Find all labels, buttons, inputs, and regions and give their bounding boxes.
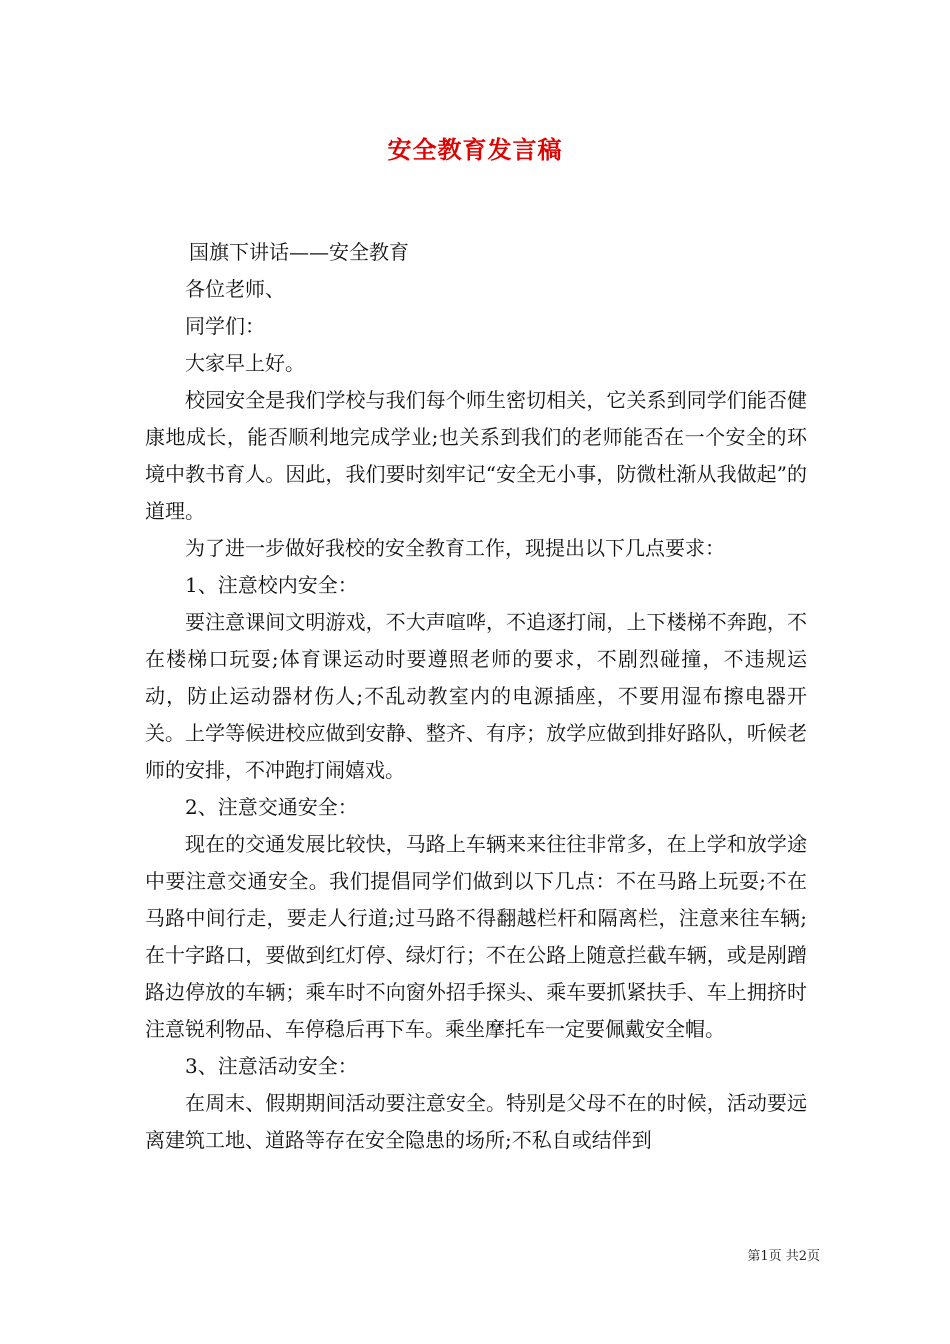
- page-number: 第1页 共2页: [747, 1249, 820, 1264]
- greeting-line: 各位老师、: [185, 277, 285, 301]
- document-title: 安全教育发言稿: [387, 136, 563, 164]
- paragraph: 现在的交通发展比较快，马路上车辆来来往往非常多，在上学和放学途中要注意交通安全。我们提倡同学们做到以下几点：不在马路上玩耍;不在马路中间行走，要走人行道;过马路不得翻越栏杆和隔离栏，注意来往车辆;在十字路口，要做到红灯停、绿灯行；不在公路上随意拦截车辆，或是剐蹭路边停放的车辆；乘车时不向窗外招手探头、乘车要抓紧扶手、车上拥挤时注意锐利物品、车停稳后再下车。乘坐摩托车一定要佩戴安全帽。: [145, 832, 807, 1041]
- paragraph: 为了进一步做好我校的安全教育工作，现提出以下几点要求：: [185, 536, 725, 560]
- paragraph: 在周末、假期期间活动要注意安全。特别是父母不在的时候，活动要远离建筑工地、道路等存在安全隐患的场所;不私自或结伴到: [145, 1091, 807, 1152]
- greeting-line: 大家早上好。: [185, 351, 305, 375]
- section-heading: 2、注意交通安全：: [185, 795, 358, 819]
- section-heading: 1、注意校内安全：: [185, 573, 358, 597]
- speech-heading: 国旗下讲话——安全教育: [189, 240, 409, 264]
- greeting-line: 同学们：: [185, 314, 265, 338]
- section-heading: 3、注意活动安全：: [185, 1054, 358, 1078]
- document-body: [145, 234, 807, 1159]
- paragraph: 校园安全是我们学校与我们每个师生密切相关，它关系到同学们能否健康地成长，能否顺利地完成学业;也关系到我们的老师能否在一个安全的环境中教书育人。因此，我们要时刻牢记“安全无小事，防微杜渐从我做起”的道理。: [145, 388, 807, 523]
- paragraph: 要注意课间文明游戏，不大声喧哗，不追逐打闹，上下楼梯不奔跑，不在楼梯口玩耍;体育课运动时要遵照老师的要求，不剧烈碰撞，不违规运动，防止运动器材伤人;不乱动教室内的电源插座，不要用湿布擦电器开关。上学等候进校应做到安静、整齐、有序；放学应做到排好路队，听候老师的安排，不冲跑打闹嬉戏。: [145, 610, 807, 782]
